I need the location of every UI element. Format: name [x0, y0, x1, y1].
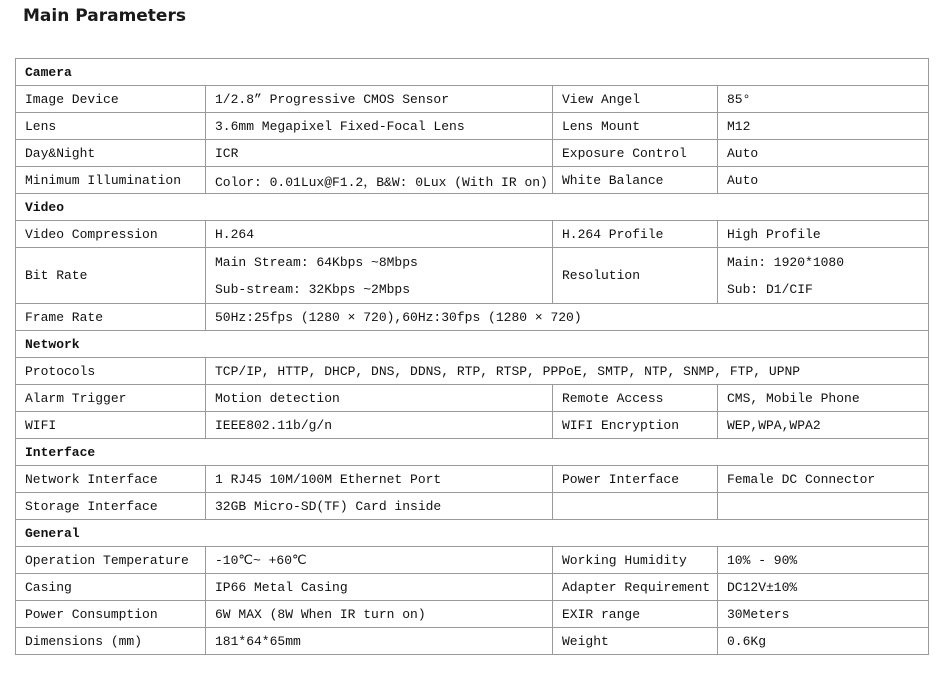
- param-value: 3.6mm Megapixel Fixed-Focal Lens: [206, 113, 553, 140]
- param-name: Lens: [16, 113, 206, 140]
- param-value: 50Hz:25fps (1280 × 720),60Hz:30fps (1280 × 720): [206, 304, 929, 331]
- param-name: Image Device: [16, 86, 206, 113]
- param-name: WIFI: [16, 412, 206, 439]
- param-value: [206, 248, 553, 304]
- param-name: H.264 Profile: [553, 221, 718, 248]
- param-value: Color: 0.01Lux@F1.2，B&W: 0Lux (With IR on): [206, 167, 553, 194]
- param-name: Adapter Requirement: [553, 574, 718, 601]
- section-row-interface: [16, 439, 929, 466]
- param-value: 32GB Micro-SD(TF) Card inside: [206, 493, 553, 520]
- param-name: White Balance: [553, 167, 718, 194]
- param-name: Frame Rate: [16, 304, 206, 331]
- param-name: Video Compression: [16, 221, 206, 248]
- section-title: Network: [16, 331, 929, 358]
- param-value: 181*64*65mm: [206, 628, 553, 655]
- param-name: Bit Rate: [16, 248, 206, 304]
- section-row-camera: [16, 59, 929, 86]
- param-value: 85°: [718, 86, 929, 113]
- param-name: WIFI Encryption: [553, 412, 718, 439]
- param-value: WEP,WPA,WPA2: [718, 412, 929, 439]
- table-row: [16, 304, 929, 331]
- table-row: [16, 358, 929, 385]
- param-value: 6W MAX (8W When IR turn on): [206, 601, 553, 628]
- param-value: IP66 Metal Casing: [206, 574, 553, 601]
- param-value: 30Meters: [718, 601, 929, 628]
- param-name: Day&Night: [16, 140, 206, 167]
- param-value: High Profile: [718, 221, 929, 248]
- section-title: Interface: [16, 439, 929, 466]
- parameters-table: [15, 58, 929, 655]
- param-name: Remote Access: [553, 385, 718, 412]
- param-value: IEEE802.11b/g/n: [206, 412, 553, 439]
- param-name: Protocols: [16, 358, 206, 385]
- param-value: 10% - 90%: [718, 547, 929, 574]
- param-value: [718, 248, 929, 304]
- table-row: [16, 385, 929, 412]
- table-row: [16, 412, 929, 439]
- page-title: Main Parameters: [23, 6, 186, 26]
- table-row: [16, 466, 929, 493]
- param-value-line: Main Stream: 64Kbps ~8Mbps: [215, 254, 418, 270]
- param-value-line: Main: 1920*1080: [727, 254, 845, 270]
- param-value: DC12V±10%: [718, 574, 929, 601]
- param-name: Operation Temperature: [16, 547, 206, 574]
- param-name: [553, 493, 718, 520]
- param-name: Exposure Control: [553, 140, 718, 167]
- param-name: Minimum Illumination: [16, 167, 206, 194]
- param-value: Auto: [718, 140, 929, 167]
- param-value: Auto: [718, 167, 929, 194]
- table-row: [16, 86, 929, 113]
- param-name: Working Humidity: [553, 547, 718, 574]
- param-value-line: Sub-stream: 32Kbps ~2Mbps: [215, 281, 411, 297]
- param-name: Dimensions (mm): [16, 628, 206, 655]
- param-value: H.264: [206, 221, 553, 248]
- param-name: Power Interface: [553, 466, 718, 493]
- param-name: View Angel: [553, 86, 718, 113]
- section-row-network: [16, 331, 929, 358]
- section-title: General: [16, 520, 929, 547]
- param-name: Storage Interface: [16, 493, 206, 520]
- param-value: ICR: [206, 140, 553, 167]
- table-row: [16, 221, 929, 248]
- param-value: M12: [718, 113, 929, 140]
- table-row: [16, 113, 929, 140]
- table-row: [16, 248, 929, 304]
- table-row: [16, 628, 929, 655]
- param-value: TCP/IP, HTTP, DHCP, DNS, DDNS, RTP, RTSP, PPPoE, SMTP, NTP, SNMP, FTP, UPNP: [206, 358, 929, 385]
- table-row: [16, 601, 929, 628]
- param-value: CMS, Mobile Phone: [718, 385, 929, 412]
- param-name: EXIR range: [553, 601, 718, 628]
- table-row: [16, 547, 929, 574]
- param-value-line: Sub: D1/CIF: [727, 281, 813, 297]
- param-name: Resolution: [553, 248, 718, 304]
- section-title: Video: [16, 194, 929, 221]
- section-row-general: [16, 520, 929, 547]
- table-row: [16, 167, 929, 194]
- section-title: Camera: [16, 59, 929, 86]
- param-value: 1/2.8” Progressive CMOS Sensor: [206, 86, 553, 113]
- param-name: Network Interface: [16, 466, 206, 493]
- param-value: Female DC Connector: [718, 466, 929, 493]
- param-name: Casing: [16, 574, 206, 601]
- table-row: [16, 574, 929, 601]
- param-value: -10℃~ +60℃: [206, 547, 553, 574]
- table-row: [16, 140, 929, 167]
- section-row-video: [16, 194, 929, 221]
- param-value: 0.6Kg: [718, 628, 929, 655]
- param-value: 1 RJ45 10M/100M Ethernet Port: [206, 466, 553, 493]
- param-value: Motion detection: [206, 385, 553, 412]
- param-name: Lens Mount: [553, 113, 718, 140]
- param-name: Alarm Trigger: [16, 385, 206, 412]
- param-name: Weight: [553, 628, 718, 655]
- param-name: Power Consumption: [16, 601, 206, 628]
- table-row: [16, 493, 929, 520]
- param-value: [718, 493, 929, 520]
